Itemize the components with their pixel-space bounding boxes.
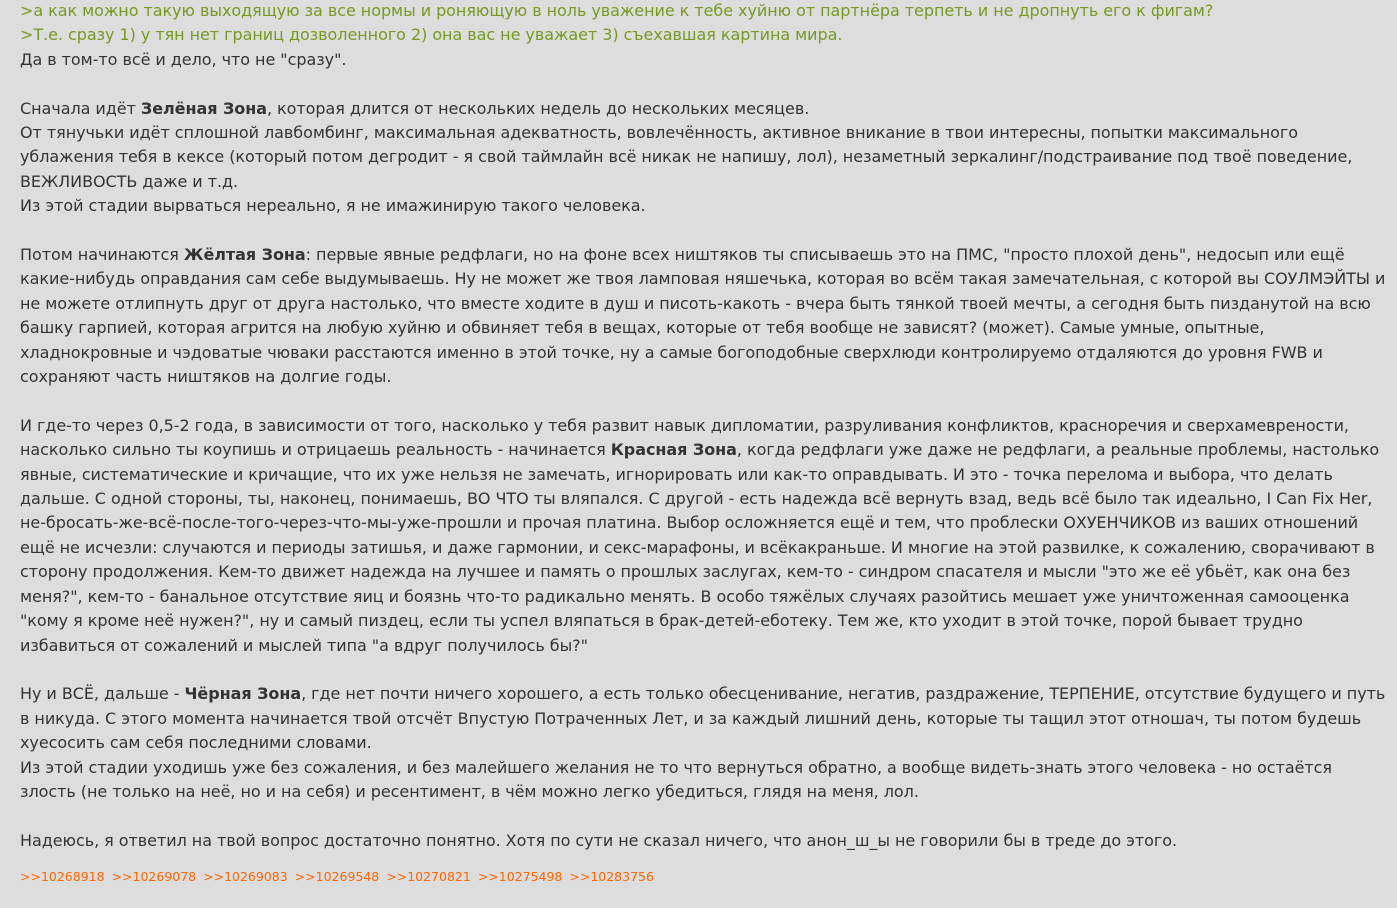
reply-link[interactable]: >>10270821 bbox=[386, 869, 471, 885]
reply-link[interactable]: >>10283756 bbox=[569, 869, 654, 885]
reply-link[interactable]: >>10269548 bbox=[294, 869, 380, 885]
blank-line bbox=[20, 389, 1390, 413]
blank-line bbox=[20, 804, 1390, 828]
reply-link[interactable]: >>10268918 bbox=[20, 869, 105, 885]
blank-line bbox=[20, 72, 1390, 96]
reply-link[interactable]: >>10275498 bbox=[477, 869, 563, 885]
black-zone-title: Чёрная Зона bbox=[184, 684, 302, 704]
green-zone-exit: Из этой стадии вырваться нереально, я не имажинирую такого человека. bbox=[20, 196, 646, 216]
yellow-zone-title: Жёлтая Зона bbox=[183, 245, 306, 265]
green-zone-title: Зелёная Зона bbox=[140, 98, 267, 118]
red-zone-pre: И где-то через 0,5-2 года, в зависимости от того, насколько у тебя развит навык дипломатии, разруливания конфликтов, красноречия и сверхамеврености, насколько сильно ты коупишь и отрицаешь реальность - начинается bbox=[20, 415, 1349, 460]
intro-line: Да в том-то всё и дело, что не "сразу". bbox=[20, 49, 347, 69]
greentext-quote-1: >а как можно такую выходящую за все нормы и роняющую в ноль уважение к тебе хуйню от партнёра терпеть и не дропнуть его к фигам? bbox=[20, 1, 1214, 20]
reply-link[interactable]: >>10269078 bbox=[111, 869, 197, 885]
yellow-zone-pre: Потом начинаются bbox=[20, 245, 184, 265]
yellow-zone-paragraph bbox=[20, 243, 1390, 389]
black-zone-post: , где нет почти ничего хорошего, а есть только обесценивание, негатив, раздражение, ТЕРПЕНИЕ, отсутствие будущего и путь в никуда. С этого момента начинается твой отсчёт Впустую Потраченных Лет, и за каждый лишний день, которые ты тащил этот отношач, ты потом будешь хуесосить сам себя последними словами. bbox=[20, 684, 1386, 753]
yellow-zone-post: : первые явные редфлаги, но на фоне всех ништяков ты списываешь это на ПМС, "просто плохой день", недосып или ещё какие-нибудь оправдания сам себе выдумываешь. Ну не может же твоя ламповая няшечька, которая во всём такая замечательная, с которой вы СОУЛМЭЙТЫ и не можете отлипнуть друг от друга настолько, что вместе ходите в душ и писоть-какоть - вчера быть тянкой твоей мечты, а сегодня быть пизданутой на всю башку гарпией, которая агрится на любую хуйню и обвиняет тебя в вещах, которые от тебя вообще не зависят? (может). Самые умные, опытные, хладнокровные и чэдоватые чюваки расстаются именно в этой точке, ну а самые богоподобные сверхлюди контролируемо отдаляются до уровня FWB и сохраняют часть ништяков на долгие годы. bbox=[20, 245, 1386, 387]
blank-line bbox=[20, 219, 1390, 243]
black-zone-exit: Из этой стадии уходишь уже без сожаления, и без малейшего желания не то что вернуться обратно, а вообще видеть-знать этого человека - но остаётся злость (не только на неё, но и на себя) и ресентимент, в чём можно легко убедиться, глядя на меня, лол. bbox=[20, 757, 1332, 801]
closing-line: Надеюсь, я ответил на твой вопрос достаточно понятно. Хотя по сути не сказал ничего, что анон_ш_ы не говорили бы в треде до этого. bbox=[20, 830, 1177, 850]
red-zone-title: Красная Зона bbox=[610, 440, 737, 460]
red-zone-post: , когда редфлаги уже даже не редфлаги, а реальные проблемы, настолько явные, систематические и кричащие, что их уже нельзя не замечать, игнорировать или как-то оправдывать. И это - точка перелома и выбора, что делать дальше. С одной стороны, ты, наконец, понимаешь, ВО ЧТО ты вляпался. С другой - есть надежда всё вернуть взад, ведь всё было так идеально, I Can Fix Her, не-бросать-же-всё-после-того-через-что-мы-уже-прошли и прочая платина. Выбор осложняется ещё и тем, что проблески ОХУЕНЧИКОВ из ваших отношений ещё не исчезли: случаются и периоды затишья, и даже гармонии, и секс-марафоны, и всёкакраньше. И многие на этой развилке, к сожалению, сворачивают в сторону продолжения. Кем-то движет надежда на лучшее и память о прошлых заслугах, кем-то - синдром спасателя и мысли "это же её убьёт, как она без меня?", кем-то - банальное отсутствие яиц и боязнь что-то радикально менять. В особо тяжёлых случаях разойтись мешает уже уничтоженная самооценка "кому я кроме неё нужен?", ну и самый пиздец, если ты успел вляпаться в брак-детей-еботеку. Тем же, кто уходит в этой точке, порой бывает трудно избавиться от сожалений и мыслей типа "а вдруг получилось бы?" bbox=[20, 440, 1380, 655]
green-zone-post: , которая длится от нескольких недель до нескольких месяцев. bbox=[266, 98, 810, 118]
reply-links bbox=[20, 869, 1390, 885]
blank-line bbox=[20, 658, 1390, 682]
black-zone-paragraph bbox=[20, 682, 1390, 755]
post-message bbox=[20, 0, 1390, 853]
reply-link[interactable]: >>10269083 bbox=[203, 869, 288, 885]
green-zone-paragraph bbox=[20, 97, 1390, 121]
green-zone-pre: Сначала идёт bbox=[20, 98, 141, 118]
green-zone-description: От тянучьки идёт сплошной лавбомбинг, максимальная адекватность, вовлечённость, активное вникание в твои интересны, попытки максимального ублажения тебя в кексе (который потом дегродит - я свой таймлайн всё никак не напишу, лол), незаметный зеркалинг/подстраивание под твоё поведение, ВЕЖЛИВОСТЬ даже и т.д. bbox=[20, 123, 1353, 191]
greentext-quote-2: >Т.е. сразу 1) у тян нет границ дозволенного 2) она вас не уважает 3) съехавшая картина мира. bbox=[20, 25, 843, 45]
red-zone-paragraph bbox=[20, 414, 1390, 658]
black-zone-pre: Ну и ВСЁ, дальше - bbox=[20, 684, 185, 704]
